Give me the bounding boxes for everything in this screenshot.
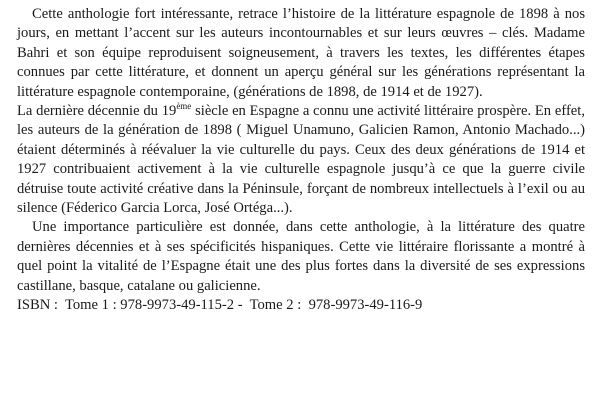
paragraph-importance: Une importance particulière est donnée, dans cette anthologie, à la littérature des quatre dernières décennies et à ses spécificités hispaniques. Cette vie littéraire florissante a montré à quel point la vitalité de l’Espagne était une des plus fortes dans la diversité de ses expressions castillane, basque, catalane ou galicienne.	[17, 219, 585, 294]
ordinal-superscript: ème	[176, 101, 192, 112]
isbn-line: ISBN : Tome 1 : 978-9973-49-115-2 - Tome 2 : 978-9973-49-116-9	[17, 297, 423, 314]
paragraph-history-start: La dernière décennie du 19	[17, 103, 177, 120]
paragraph-history	[17, 102, 585, 218]
paragraph-history-rest: siècle en Espagne a connu une activité littéraire prospère. En effet, les auteurs de la génération de 1898 ( Miguel Unamuno, Galicien Ramon, Antonio Machado...) étaient déterminés à réévaluer la vie culturelle du pays. Ceux des deux générations de 1914 et 1927 contribuaient activement à la vie culturelle espagnole jusqu’à ce que la guerre civile détruise toute activité créative dans la Péninsule, forçant de nombreux intellectuels à l’exil ou au silence (Féderico Garcia Lorca, José Ortéga...).	[17, 103, 585, 217]
paragraph-intro: Cette anthologie fort intéressante, retrace l’histoire de la littérature espagnole de 1898 à nos jours, en mettant l’accent sur les auteurs incontournables et sur leurs œuvres – clés. Madame Bahri et son équipe reproduisent soigneusement, à travers les textes, les différentes étapes connues par cette littérature, et donnent un aperçu général sur les générations représentant la littérature espagnole contemporaine, (générations de 1898, de 1914 et de 1927).	[17, 6, 585, 100]
